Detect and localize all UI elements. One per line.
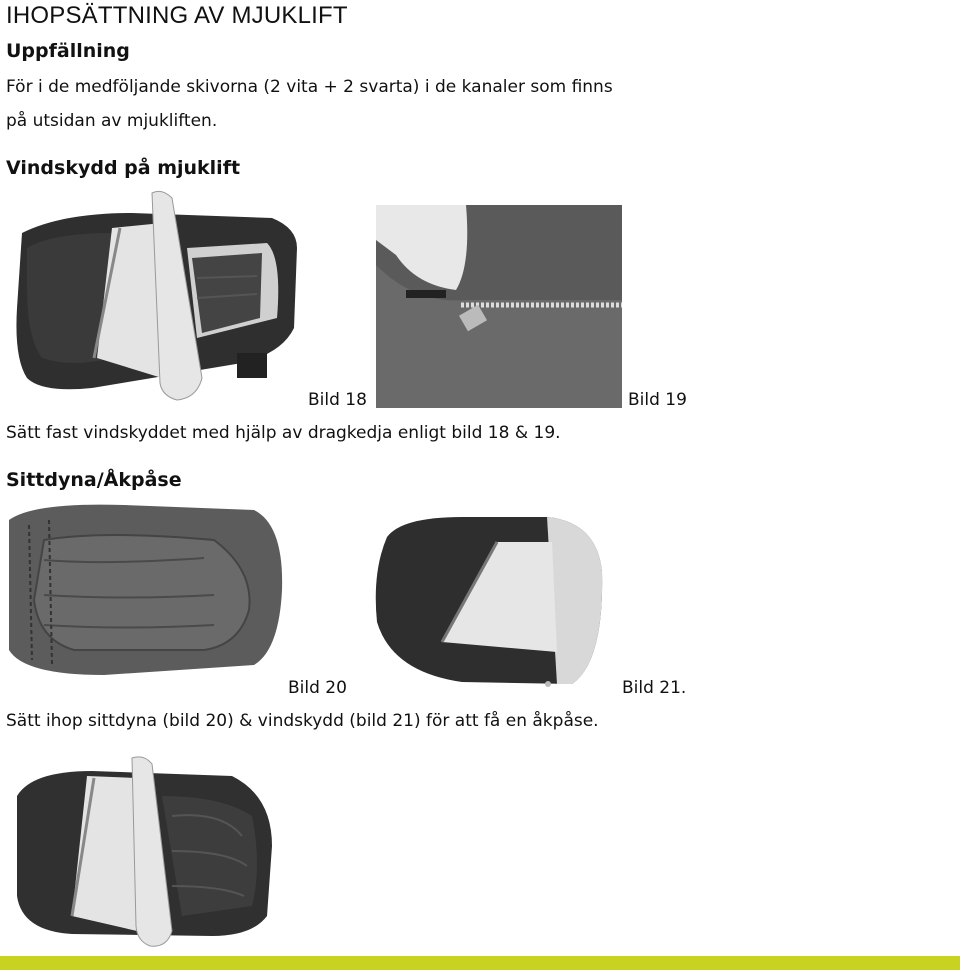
seat-cushion-photo bbox=[4, 500, 284, 680]
caption-bild-18: Bild 18 bbox=[308, 390, 367, 410]
unfolding-text-line2: på utsidan av mjukliften. bbox=[6, 111, 218, 131]
caption-bild-21: Bild 21. bbox=[622, 678, 687, 698]
zipper-closeup-photo bbox=[376, 205, 622, 408]
carrycot-with-windshield-photo bbox=[12, 188, 302, 403]
section-heading-seat: Sittdyna/Åkpåse bbox=[6, 469, 182, 491]
footer-accent-bar bbox=[0, 956, 960, 970]
caption-bild-19: Bild 19 bbox=[628, 390, 687, 410]
assembled-footmuff-photo bbox=[12, 756, 274, 946]
caption-bild-20: Bild 20 bbox=[288, 678, 347, 698]
section-heading-windshield: Vindskydd på mjuklift bbox=[6, 157, 241, 179]
page-title: IHOPSÄTTNING AV MJUKLIFT bbox=[6, 2, 348, 29]
unfolding-text-line1: För i de medföljande skivorna (2 vita + 2 svarta) i de kanaler som finns bbox=[6, 77, 613, 97]
windshield-instruction: Sätt fast vindskyddet med hjälp av dragkedja enligt bild 18 & 19. bbox=[6, 423, 561, 443]
section-heading-unfolding: Uppfällning bbox=[6, 40, 130, 62]
seat-instruction: Sätt ihop sittdyna (bild 20) & vindskydd (bild 21) för att få en åkpåse. bbox=[6, 711, 599, 731]
footmuff-cover-photo bbox=[372, 512, 607, 687]
